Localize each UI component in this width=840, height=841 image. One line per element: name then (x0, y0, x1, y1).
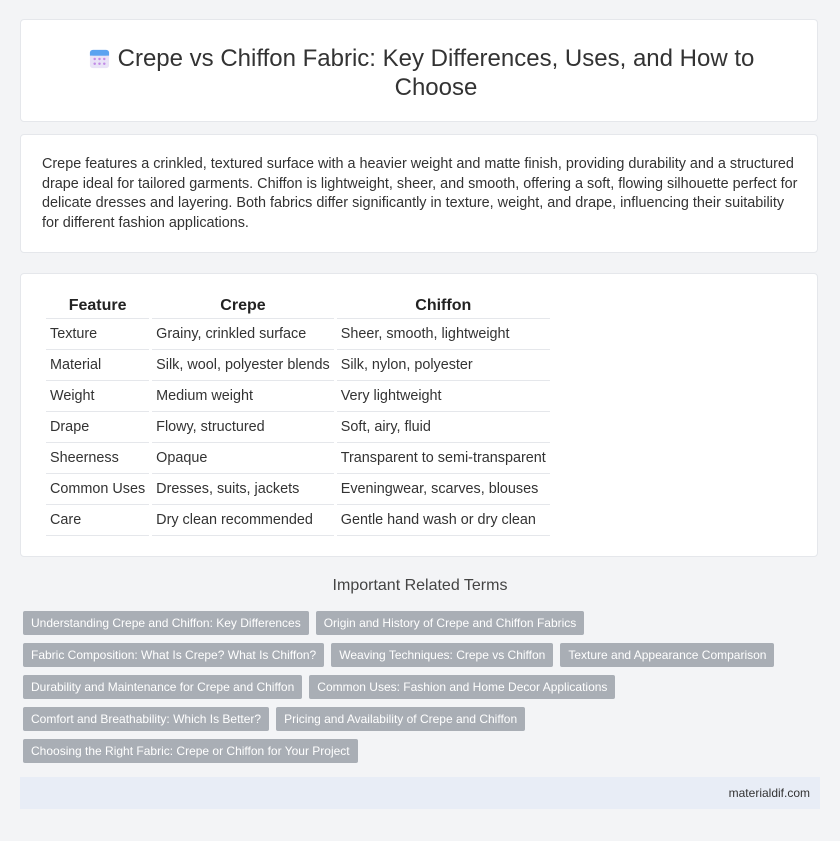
related-term-tag[interactable]: Choosing the Right Fabric: Crepe or Chiffon for Your Project (23, 739, 358, 763)
table-row (46, 319, 550, 350)
related-term-tag[interactable]: Pricing and Availability of Crepe and Chiffon (276, 707, 525, 731)
comparison-table (43, 294, 553, 536)
related-term-tag[interactable]: Comfort and Breathability: Which Is Better? (23, 707, 269, 731)
cell-crepe: Opaque (152, 443, 334, 474)
table-row (46, 412, 550, 443)
table-row (46, 443, 550, 474)
intro-card (20, 134, 818, 253)
comparison-card (20, 273, 818, 557)
cell-chiffon: Transparent to semi-transparent (337, 443, 550, 474)
cell-chiffon: Sheer, smooth, lightweight (337, 319, 550, 350)
header-feature: Feature (46, 294, 149, 319)
cell-feature: Texture (46, 319, 149, 350)
header-card (20, 19, 818, 122)
table-header-row (46, 294, 550, 319)
cell-feature: Common Uses (46, 474, 149, 505)
cell-feature: Material (46, 350, 149, 381)
cell-feature: Sheerness (46, 443, 149, 474)
related-term-tag[interactable]: Common Uses: Fashion and Home Decor Applications (309, 675, 615, 699)
cell-chiffon: Eveningwear, scarves, blouses (337, 474, 550, 505)
cell-chiffon: Silk, nylon, polyester (337, 350, 550, 381)
cell-crepe: Medium weight (152, 381, 334, 412)
related-term-tag[interactable]: Fabric Composition: What Is Crepe? What Is Chiffon? (23, 643, 324, 667)
header-chiffon: Chiffon (337, 294, 550, 319)
page-title: Crepe vs Chiffon Fabric: Key Differences, Uses, and How to Choose (117, 45, 755, 101)
related-terms-list (23, 611, 813, 771)
cell-chiffon: Gentle hand wash or dry clean (337, 505, 550, 536)
calendar-icon (88, 47, 111, 70)
table-row (46, 474, 550, 505)
cell-chiffon: Very lightweight (337, 381, 550, 412)
footer (20, 777, 820, 809)
cell-crepe: Grainy, crinkled surface (152, 319, 334, 350)
related-term-tag[interactable]: Understanding Crepe and Chiffon: Key Differences (23, 611, 309, 635)
related-term-tag[interactable]: Origin and History of Crepe and Chiffon Fabrics (316, 611, 585, 635)
cell-feature: Drape (46, 412, 149, 443)
cell-feature: Weight (46, 381, 149, 412)
related-term-tag[interactable]: Texture and Appearance Comparison (560, 643, 774, 667)
table-row (46, 350, 550, 381)
cell-crepe: Flowy, structured (152, 412, 334, 443)
footer-site-link[interactable]: materialdif.com (728, 786, 810, 800)
cell-crepe: Silk, wool, polyester blends (152, 350, 334, 381)
cell-crepe: Dresses, suits, jackets (152, 474, 334, 505)
cell-chiffon: Soft, airy, fluid (337, 412, 550, 443)
intro-text: Crepe features a crinkled, textured surface with a heavier weight and matte finish, providing durability and a structured drape ideal for tailored garments. Chiffon is lightweight, sheer, and smooth, offering a soft, flowing silhouette perfect for delicate dresses and layering. Both fabrics differ significantly in texture, weight, and drape, influencing their suitability for different fashion applications. (42, 156, 798, 231)
cell-feature: Care (46, 505, 149, 536)
table-row (46, 381, 550, 412)
related-term-tag[interactable]: Weaving Techniques: Crepe vs Chiffon (331, 643, 553, 667)
table-row (46, 505, 550, 536)
header-crepe: Crepe (152, 294, 334, 319)
related-term-tag[interactable]: Durability and Maintenance for Crepe and Chiffon (23, 675, 302, 699)
cell-crepe: Dry clean recommended (152, 505, 334, 536)
related-terms-title: Important Related Terms (332, 577, 508, 594)
